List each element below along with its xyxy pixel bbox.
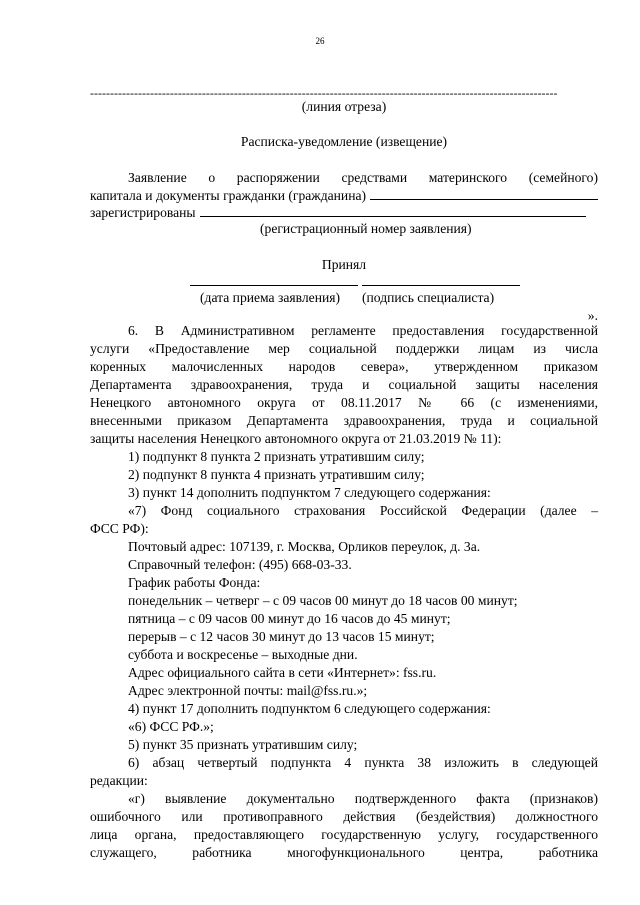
body-line: понедельник – четверг – с 09 часов 00 минут до 18 часов 00 минут; [128,593,518,608]
signature-blanks [90,272,598,290]
body-line: 2) подпункт 8 пункта 4 признать утратившим силу; [128,467,425,482]
citizen-name-blank [370,186,598,200]
registration-number-blank [200,203,586,217]
reg-number-caption: (регистрационный номер заявления) [260,221,472,236]
body-line: перерыв – с 12 часов 30 минут до 13 часов 15 минут; [128,629,435,644]
receipt-text-line-1: Заявление о распоряжении средствами материнского (семейного) [128,170,598,185]
body-line: «6) ФСС РФ.»; [128,719,214,734]
body-line: внесенными приказом Департамента здравоохранения, труда и социальной [90,413,598,428]
body-line: пятница – с 09 часов 00 минут до 16 часов до 45 минут; [128,611,451,626]
body-line: ФСС РФ): [90,521,149,536]
receipt-text-line-2-label: капитала и документы гражданки (гражданина) [90,188,367,203]
body-line: служащего, работника многофункционального центра, работника [90,845,598,860]
cut-line: --------------------------------------------------------------------------------------------------------------------- [90,86,558,100]
signature-captions [90,289,598,307]
signature-caption: (подпись специалиста) [362,290,495,305]
body-line: Ненецкого автономного округа от 08.11.2017 № 66 (с изменениями, [90,395,598,410]
body-line: «7) Фонд социального страхования Российской Федерации (далее – [128,503,598,518]
body-line: Департамента здравоохранения, труда и социальной защиты населения [90,377,598,392]
body-line: коренных малочисленных народов севера», утвержденном приказом [90,359,598,374]
receipt-text-line-2 [90,186,598,204]
body-line: 6) абзац четвертый подпункта 4 пункта 38 изложить в следующей [128,755,598,770]
body-line: График работы Фонда: [128,575,261,590]
body-line: суббота и воскресенье – выходные дни. [128,647,358,662]
body-line: 1) подпункт 8 пункта 2 признать утратившим силу; [128,449,425,464]
body-line: 4) пункт 17 дополнить подпунктом 6 следующего содержания: [128,701,491,716]
body-line: Адрес официального сайта в сети «Интернет»: fss.ru. [128,665,437,680]
date-caption: (дата приема заявления) [200,290,341,305]
date-blank [190,272,358,286]
body-line: ошибочного или противоправного действия (бездействия) должностного [90,809,598,824]
signature-blank [362,272,520,286]
body-line: лица органа, предоставляющего государственную услугу, государственного [90,827,598,842]
body-line: 5) пункт 35 признать утратившим силу; [128,737,358,752]
body-line: «г) выявление документально подтвержденного факта (признаков) [128,791,598,806]
body-line: защиты населения Ненецкого автономного округа от 21.03.2019 № 11): [90,431,502,446]
accepted-label: Принял [321,257,367,272]
close-quote: ». [587,308,598,323]
body-line: редакции: [90,773,148,788]
body-line: услуги «Предоставление мер социальной поддержки лицам из числа [90,341,598,356]
receipt-text-line-3 [90,203,598,221]
body-line: Почтовый адрес: 107139, г. Москва, Орликов переулок, д. 3а. [128,539,481,554]
receipt-title: Расписка-уведомление (извещение) [240,134,448,149]
body-line: 6. В Административном регламенте предоставления государственной [128,323,598,338]
body-line: Адрес электронной почты: mail@fss.ru.»; [128,683,368,698]
body-line: Справочный телефон: (495) 668-03-33. [128,557,352,572]
body-line: 3) пункт 14 дополнить подпунктом 7 следующего содержания: [128,485,491,500]
receipt-text-line-3-label: зарегистрированы [90,205,196,220]
cut-caption: (линия отреза) [301,99,387,114]
page-number: 26 [315,36,325,46]
